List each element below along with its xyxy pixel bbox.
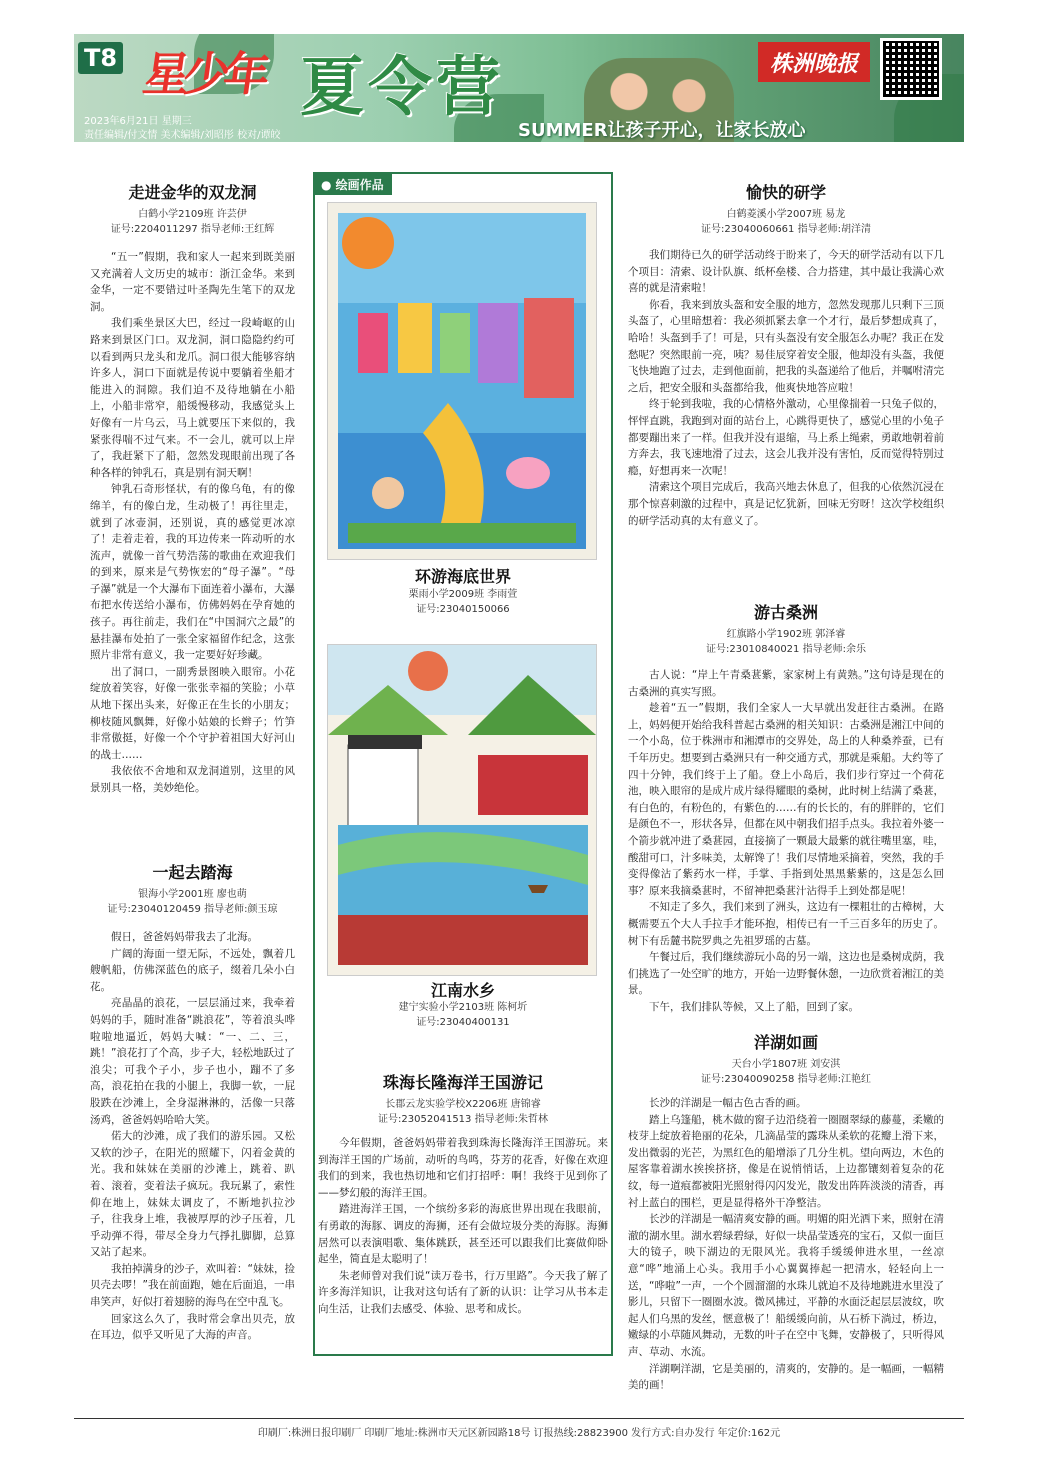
left-column xyxy=(90,170,295,797)
paragraph: 踏上乌篷船，桃木做的窗子边沿绕着一圈圈翠绿的藤蔓，柔嫩的枝芽上绽放着艳丽的花朵，几滴晶莹的露珠从柔软的花瓣上滑下来，发出微弱的光芒，为黑红色的船增添了几分生机。望向两边，木色的屋客靠着湖水挨挨挤挤，像是在说悄悄话，上边都镶刻着复杂的花纹，每一道痕都被阳光照射得闪闪发光，散发出阵阵淡淡的清香，再衬上蓝白的围栏，更是显得格外干净整洁。 xyxy=(628,1113,944,1209)
article-body xyxy=(628,247,944,529)
paragraph: 朱老师曾对我们说“读万卷书，行万里路”。今天我了解了许多海洋知识，让我对这句话有了新的认识：让学习从书本走向生活，让我们去感受、体验、思考和成长。 xyxy=(318,1269,608,1315)
painting-byline: 建宁实验小学2103班 陈柯圻 xyxy=(398,1002,528,1013)
article-title: 游古桑洲 xyxy=(753,603,818,622)
section-label-text: 绘画作品 xyxy=(335,178,384,192)
qr-code-icon xyxy=(880,38,942,100)
paper-logo: 株洲晚报 xyxy=(758,42,870,82)
article-yanxue xyxy=(628,180,944,529)
article-sangzhou xyxy=(628,600,944,1015)
article-title: 珠海长隆海洋王国游记 xyxy=(382,1073,543,1092)
undersea-painting-image xyxy=(328,203,596,559)
paragraph: 我拍掉满身的沙子，欢叫着：“妹妹，捡贝壳去啰！”我在前面跑，她在后面追，一串串笑声，好似打着翅膀的海鸟在空中乱飞。 xyxy=(90,1262,295,1309)
paragraph: 广阔的海面一望无际，不远处，飘着几艘帆船，仿佛深蓝色的底子，缀着几朵小白花。 xyxy=(90,947,295,993)
article-body xyxy=(318,1135,608,1318)
paragraph: 趁着“五一”假期，我们全家人一大早就出发赶往古桑洲。在路上，妈妈便开始给我科普起古桑洲的相关知识：古桑洲是湘江中间的一个小岛，位于株洲市和湘潭市的交界处，岛上的人种桑养蚕，已有千年历史。想要到古桑洲只有一种交通方式，那就是乘船。大约等了四十分钟，我们终于上了船。登上小岛后，我们步行穿过一个荷花池，映入眼帘的是成片成片绿得耀眼的桑树，此时树上结满了桑葚，有白色的，有粉色的，有紫色的……有的长长的，有的胖胖的，它们是颜色不一，形状各异，但都在风中朝我们招手点头。我拉着外婆一个箭步就冲进了桑葚园，直接摘了一颗最大最紫的就往嘴里塞，哇，酸甜可口，汁多味美，太解馋了！我们尽情地采摘着，突然，我的手变得像沾了紫药水一样，手掌、手指到处黑黑紫紫的，这是怎么回事？原来我摘桑葚时，不留神把桑葚汁沾得手上到处都是呢！ xyxy=(628,702,944,897)
paragraph: 清索这个项目完成后，我高兴地去休息了，但我的心依然沉浸在那个惊喜刺激的过程中，真是记忆犹新，回味无穷呀！这次学校组织的研学活动真的太有意义了。 xyxy=(628,481,944,527)
paragraph: 亮晶晶的浪花，一层层涌过来，我牵着妈妈的手，随时准备“跳浪花”，等着浪头哗啦啦地逼近，妈妈大喊：“一、二、三，跳！”浪花打了个高，步子大，轻松地跃过了浪尖；可我个子小，步子也小，蹦不了多高，浪花拍在我的小腿上，我脚一软，一屁股跌在沙滩上，全身湿淋淋的，活像一只落汤鸡，爸爸妈妈哈哈大笑。 xyxy=(90,997,295,1126)
paragraph: “五一”假期，我和家人一起来到既美丽又充满着人文历史的城市：浙江金华。来到金华，一定不要错过叶圣陶先生笔下的双龙洞。 xyxy=(90,251,295,313)
theme-title: 夏令营 xyxy=(300,50,504,125)
paragraph: 钟乳石奇形怪状，有的像乌龟，有的像绵羊，有的像白龙，生动极了！再往里走，就到了冰壶洞，还别说，真的感觉更冰凉了！走着走着，我的耳边传来一阵动听的水流声，就像一首气势浩荡的歌曲在欢迎我们的到来，原来是气势恢宏的“母子瀑”。“母子瀑”就是一个大瀑布下面连着小瀑布，大瀑布把水传送给小瀑布，仿佛妈妈在孕育她的孩子。再往前走，我们在“中国洞穴之最”的悬挂瀑布处拍了一张全家福留作纪念，这张照片非常有意义，我一定要好好珍藏。 xyxy=(90,483,295,662)
paragraph: 长沙的洋湖是一幅古色古香的画。 xyxy=(649,1097,807,1109)
article-cert: 证号:23040090258 指导老师:江艳红 xyxy=(701,1074,871,1085)
painting-title: 环游海底世界 xyxy=(414,567,511,586)
paragraph: 偌大的沙滩，成了我们的游乐园。又松又软的沙子，在阳光的照耀下，闪着金黄的光。我和妹妹在美丽的沙滩上，跳着、趴着、滚着，变着法子疯玩。我玩累了，索性仰在地上，妹妹太调皮了，不断地扒拉沙子，往我身上堆，我被厚厚的沙子压着，几乎动弹不得，带尽全身力气掙扎脚脚，总算又站了起来。 xyxy=(90,1130,295,1259)
paragraph: 出了洞口，一副秀景图映入眼帘。小花绽放着笑容，好像一张张幸福的笑脸；小草从地下探出头来，好像正在生长的小朋友；柳枝随风飘舞，好像小姑娘的长辫子；竹笋非常傲挺，好像一个个守护着祖国大好河山的战士…… xyxy=(90,665,295,761)
masthead xyxy=(74,34,964,142)
article-cert: 证号:23052041513 指导老师:朱哲林 xyxy=(378,1114,548,1125)
article-cert: 证号:23010840021 指导老师:余乐 xyxy=(706,644,866,655)
paragraph: 假日，爸爸妈妈带我去了北海。 xyxy=(111,931,258,943)
paragraph: 今年假期，爸爸妈妈带着我到珠海长隆海洋王国游玩。来到海洋王国的广场前，动听的鸟鸣，芬芳的花香，好像在欢迎我们的到来，我也热切地和它们打招呼：啊！我终于见到你了——梦幻般的海洋王国。 xyxy=(318,1137,608,1199)
painting-jiangnan xyxy=(327,644,597,976)
article-title: 走进金华的双龙洞 xyxy=(128,183,257,202)
paragraph: 长沙的洋湖是一幅清爽安静的画。明媚的阳光洒下来，照射在清澈的湖水里。湖水碧绿碧绿，好似一块晶莹透亮的宝石，又似一面巨大的镜子，映下湖边的无限风光。我将手缓缓伸进水里，一丝凉意“哗”地涌上心头。我用手小心翼翼捧起一把清水，轻轻向上一送，“哗啦”一声，一个个圆溜溜的水珠儿就迫不及待地跳进水里没了影儿，只留下一圈圈水波。微风拂过，平静的水面泛起层层波纹，吹起人们乌黑的发丝，惬意极了！船缓缓向前，从石桥下淌过，桥边，嫩绿的小草随风舞动，无数的叶子在空中飞舞，安静极了，只听得风声、草动、水流。 xyxy=(628,1213,944,1358)
article-body xyxy=(90,929,295,1344)
footer-rule xyxy=(74,1418,964,1419)
article-shuanglong xyxy=(90,180,295,797)
article-beihai xyxy=(90,860,295,1344)
painting-cert: 证号:23040150066 xyxy=(416,604,510,615)
paragraph: 下午，我们排队等候，又上了船，回到了家。 xyxy=(649,1000,859,1013)
page-number: T8 xyxy=(78,42,123,74)
slogan: SUMMER让孩子开心，让家长放心 xyxy=(518,120,806,141)
article-byline: 银海小学2001班 廖也萌 xyxy=(138,889,247,900)
article-byline: 长郡云龙实验学校X2206班 唐锦睿 xyxy=(385,1099,541,1110)
paragraph: 我们期待已久的研学活动终于盼来了，今天的研学活动有以下几个项目：清索、设计队旗、纸杯垒楼、合力搭建，其中最让我满心欢喜的就是清索啦！ xyxy=(628,249,944,295)
jiangnan-painting-image xyxy=(328,645,596,975)
article-cert: 证号:2204011297 指导老师:王红辉 xyxy=(110,224,275,235)
left-column-lower xyxy=(90,860,295,1344)
issue-date: 2023年6月21日 星期三 xyxy=(84,116,192,127)
article-body xyxy=(628,1095,944,1394)
column-name: 星少年 xyxy=(139,47,268,101)
article-title: 洋湖如画 xyxy=(753,1033,818,1052)
editors-line: 责任编辑/付文情 美术编辑/刘昭彤 校对/谭皎 xyxy=(84,130,281,141)
painting-undersea xyxy=(327,202,597,560)
article-body xyxy=(90,249,295,797)
article-cert: 证号:23040060661 指导老师:胡洋清 xyxy=(701,224,871,235)
paragraph: 午餐过后，我们继续游玩小岛的另一端，这边也是桑树成荫，我们挑选了一处空旷的地方，开始一边野餐休憩，一边欣赏着湘江的美景。 xyxy=(628,951,944,997)
article-body xyxy=(628,667,944,1015)
article-byline: 天台小学1807班 刘安淇 xyxy=(731,1059,841,1070)
paragraph: 终于轮到我啦，我的心情格外激动，心里像揣着一只兔子似的，怦怦直跳，我跑到对面的站台上，心跳得更快了，感觉心里的小兔子都要蹦出来了一样。但我并没有退缩，马上系上绳索，勇敢地朝着前方奔去，我飞速地滑了过去，这会儿我并没有害怕，反而觉得特别过瘾，好想再来一次呢！ xyxy=(628,398,944,477)
painting-cert: 证号:23040400131 xyxy=(416,1017,510,1028)
paragraph: 我依依不舍地和双龙洞道别，这里的风景别具一格，美妙绝伦。 xyxy=(90,765,295,794)
paragraph: 回家这么久了，我时常会拿出贝壳，放在耳边，似乎又听见了大海的声音。 xyxy=(90,1312,295,1342)
paragraph: 我们乘坐景区大巴，经过一段崎岖的山路来到景区门口。双龙洞，洞口隐隐约约可以看到两只龙头和龙爪。洞口很大能够容纳许多人，洞口下面就是传说中要躺着坐船才能进入的洞隙。我们迫不及待地躺在小船上，小船非常窄，船缓慢移动，我感觉头上好像有一片乌云，马上就要压下来似的，我紧张得喘不过气来。不一会儿，就可以上岸了，我赶紧下了船，忽然发现眼前出现了各种各样的钟乳石，真是别有洞天啊！ xyxy=(90,317,295,479)
article-zhuhai xyxy=(318,1070,608,1318)
paragraph: 你看，我来到放头盔和安全服的地方，忽然发现那儿只剩下三顶头盔了，心里暗想着：我必须抓紧去拿一个才行，最后梦想成真了，哈哈！头盔到手了！可是，只有头盔没有安全服怎么办呢？我正在发愁呢？突然眼前一亮，咦？易佳辰穿着安全服，他却没有头盔，我便飞快地跑了过去，走到他面前，把我的头盔递给了他后，并嘱咐清完之后，把安全服和头盔都给我，他爽快地答应啦！ xyxy=(628,298,944,394)
article-yanghu xyxy=(628,1030,944,1394)
section-label: ● 绘画作品 xyxy=(315,174,392,195)
painting-byline: 栗雨小学2009班 李雨萱 xyxy=(408,589,518,600)
article-byline: 白鹤小学2109班 许芸伊 xyxy=(138,209,247,220)
paragraph: 不知走了多久，我们来到了洲头，这边有一棵粗壮的古樟树，大概需要五个大人手拉手才能环抱，相传已有一千三百多年的历史了。树下有岳麓书院罗典之先祖罗瑶的古墓。 xyxy=(628,901,944,947)
paragraph: 洋湖啊洋湖，它是美丽的，清爽的，安静的。是一幅画，一幅精美的画！ xyxy=(628,1362,944,1392)
article-byline: 红旗路小学1902班 郭泽睿 xyxy=(726,629,846,640)
article-title: 愉快的研学 xyxy=(745,183,826,202)
article-byline: 白鹤菱溪小学2007班 易龙 xyxy=(726,209,846,220)
paragraph: 古人说：“岸上午青桑葚紫，家家树上有黄熟。”这句诗是现在的古桑洲的真实写照。 xyxy=(628,669,944,698)
paragraph: 踏进海洋王国，一个缤纷多彩的海底世界出现在我眼前，有勇敢的海豚、调皮的海狮，还有会做垃圾分类的海豚。海狮居然可以表演唱歌、集体跳跃，甚至还可以跟我们比赛做仰卧起坐，简直是太聪明了！ xyxy=(318,1203,608,1266)
article-cert: 证号:23040120459 指导老师:颜玉琼 xyxy=(107,904,278,915)
painting-title: 江南水乡 xyxy=(430,981,495,1000)
footer-info: 印刷厂:株洲日报印刷厂 印刷厂地址:株洲市天元区新园路18号 订报热线:28823900 发行方式:自办发行 年定价:162元 xyxy=(257,1428,781,1439)
article-title: 一起去踏海 xyxy=(152,863,233,882)
